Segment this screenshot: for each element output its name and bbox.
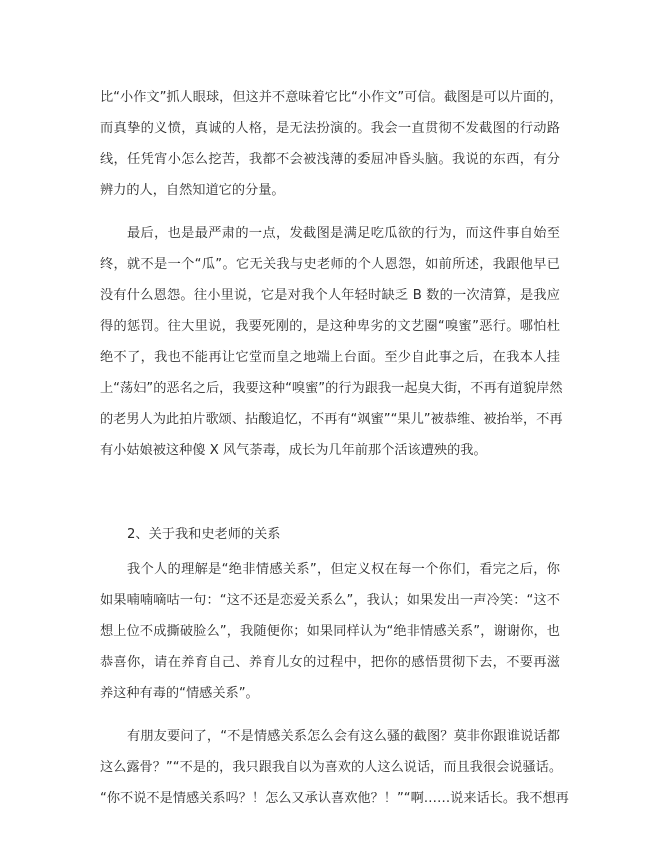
text-line: 得的惩罚。往大里说，我要死刚的，是这种卑劣的文艺圈“嗅蜜”恶行。哪怕杜 [100,319,560,334]
text-line: 想上位不成撕破脸么”，我随便你；如果同样认为“绝非情感关系”，谢谢你，也 [100,624,560,639]
text-line: 我个人的理解是“绝非情感关系”，但定义权在每一个你们，看完之后，你 [127,562,560,577]
text-line: 有朋友要问了，“不是情感关系怎么会有这么骚的截图？莫非你跟谁说话都 [127,729,560,744]
text-line: 终，就不是一个“瓜”。它无关我与史老师的个人恩怨，如前所述，我跟他早已 [100,257,560,272]
text-line: 而真挚的义愤，真诚的人格，是无法扮演的。我会一直贯彻不发截图的行动路 [100,121,560,136]
text-line: 恭喜你，请在养育自己、养育儿女的过程中，把你的感悟贯彻下去，不要再滋 [100,655,560,670]
text-line: 的老男人为此拍片歌颂、拈酸追忆，不再有“飒蜜”“果儿”被恭维、被抬举，不再 [100,412,563,427]
section-heading: 2、关于我和史老师的关系 [127,527,281,542]
text-line: 线，任凭宵小怎么挖苦，我都不会被浅薄的委屈冲昏头脑。我说的东西，有分 [100,152,560,167]
text-line: 如果喃喃嘀咕一句：“这不还是恋爱关系么”，我认；如果发出一声冷笑：“这不 [100,593,560,608]
text-line: 这么露骨？”“不是的，我只跟我自以为喜欢的人这么说话，而且我很会说骚话。 [100,760,563,775]
text-line: 没有什么恩怨。往小里说，它是对我个人年轻时缺乏 B 数的一次清算，是我应 [100,288,560,303]
text-line: 有小姑娘被这种傻 X 风气荼毒，成长为几年前那个活该遭殃的我。 [100,443,487,458]
text-line: “你不说不是情感关系吗？！怎么又承认喜欢他？！”“啊……说来话长。我不想再 [100,791,569,806]
text-line: 最后，也是最严肃的一点，发截图是满足吃瓜欲的行为，而这件事自始至 [127,226,560,241]
text-line: 养这种有毒的“情感关系”。 [100,686,259,701]
text-line: 绝不了，我也不能再让它堂而皇之地端上台面。至少自此事之后，在我本人挂 [100,350,560,365]
text-line: 上“荡妇”的恶名之后，我要这种“嗅蜜”的行为跟我一起臭大街，不再有道貌岸然 [100,381,563,396]
text-line: 比“小作文”抓人眼球，但这并不意味着它比“小作文”可信。截图是可以片面的， [100,90,563,105]
text-line: 辨力的人，自然知道它的分量。 [100,183,285,198]
